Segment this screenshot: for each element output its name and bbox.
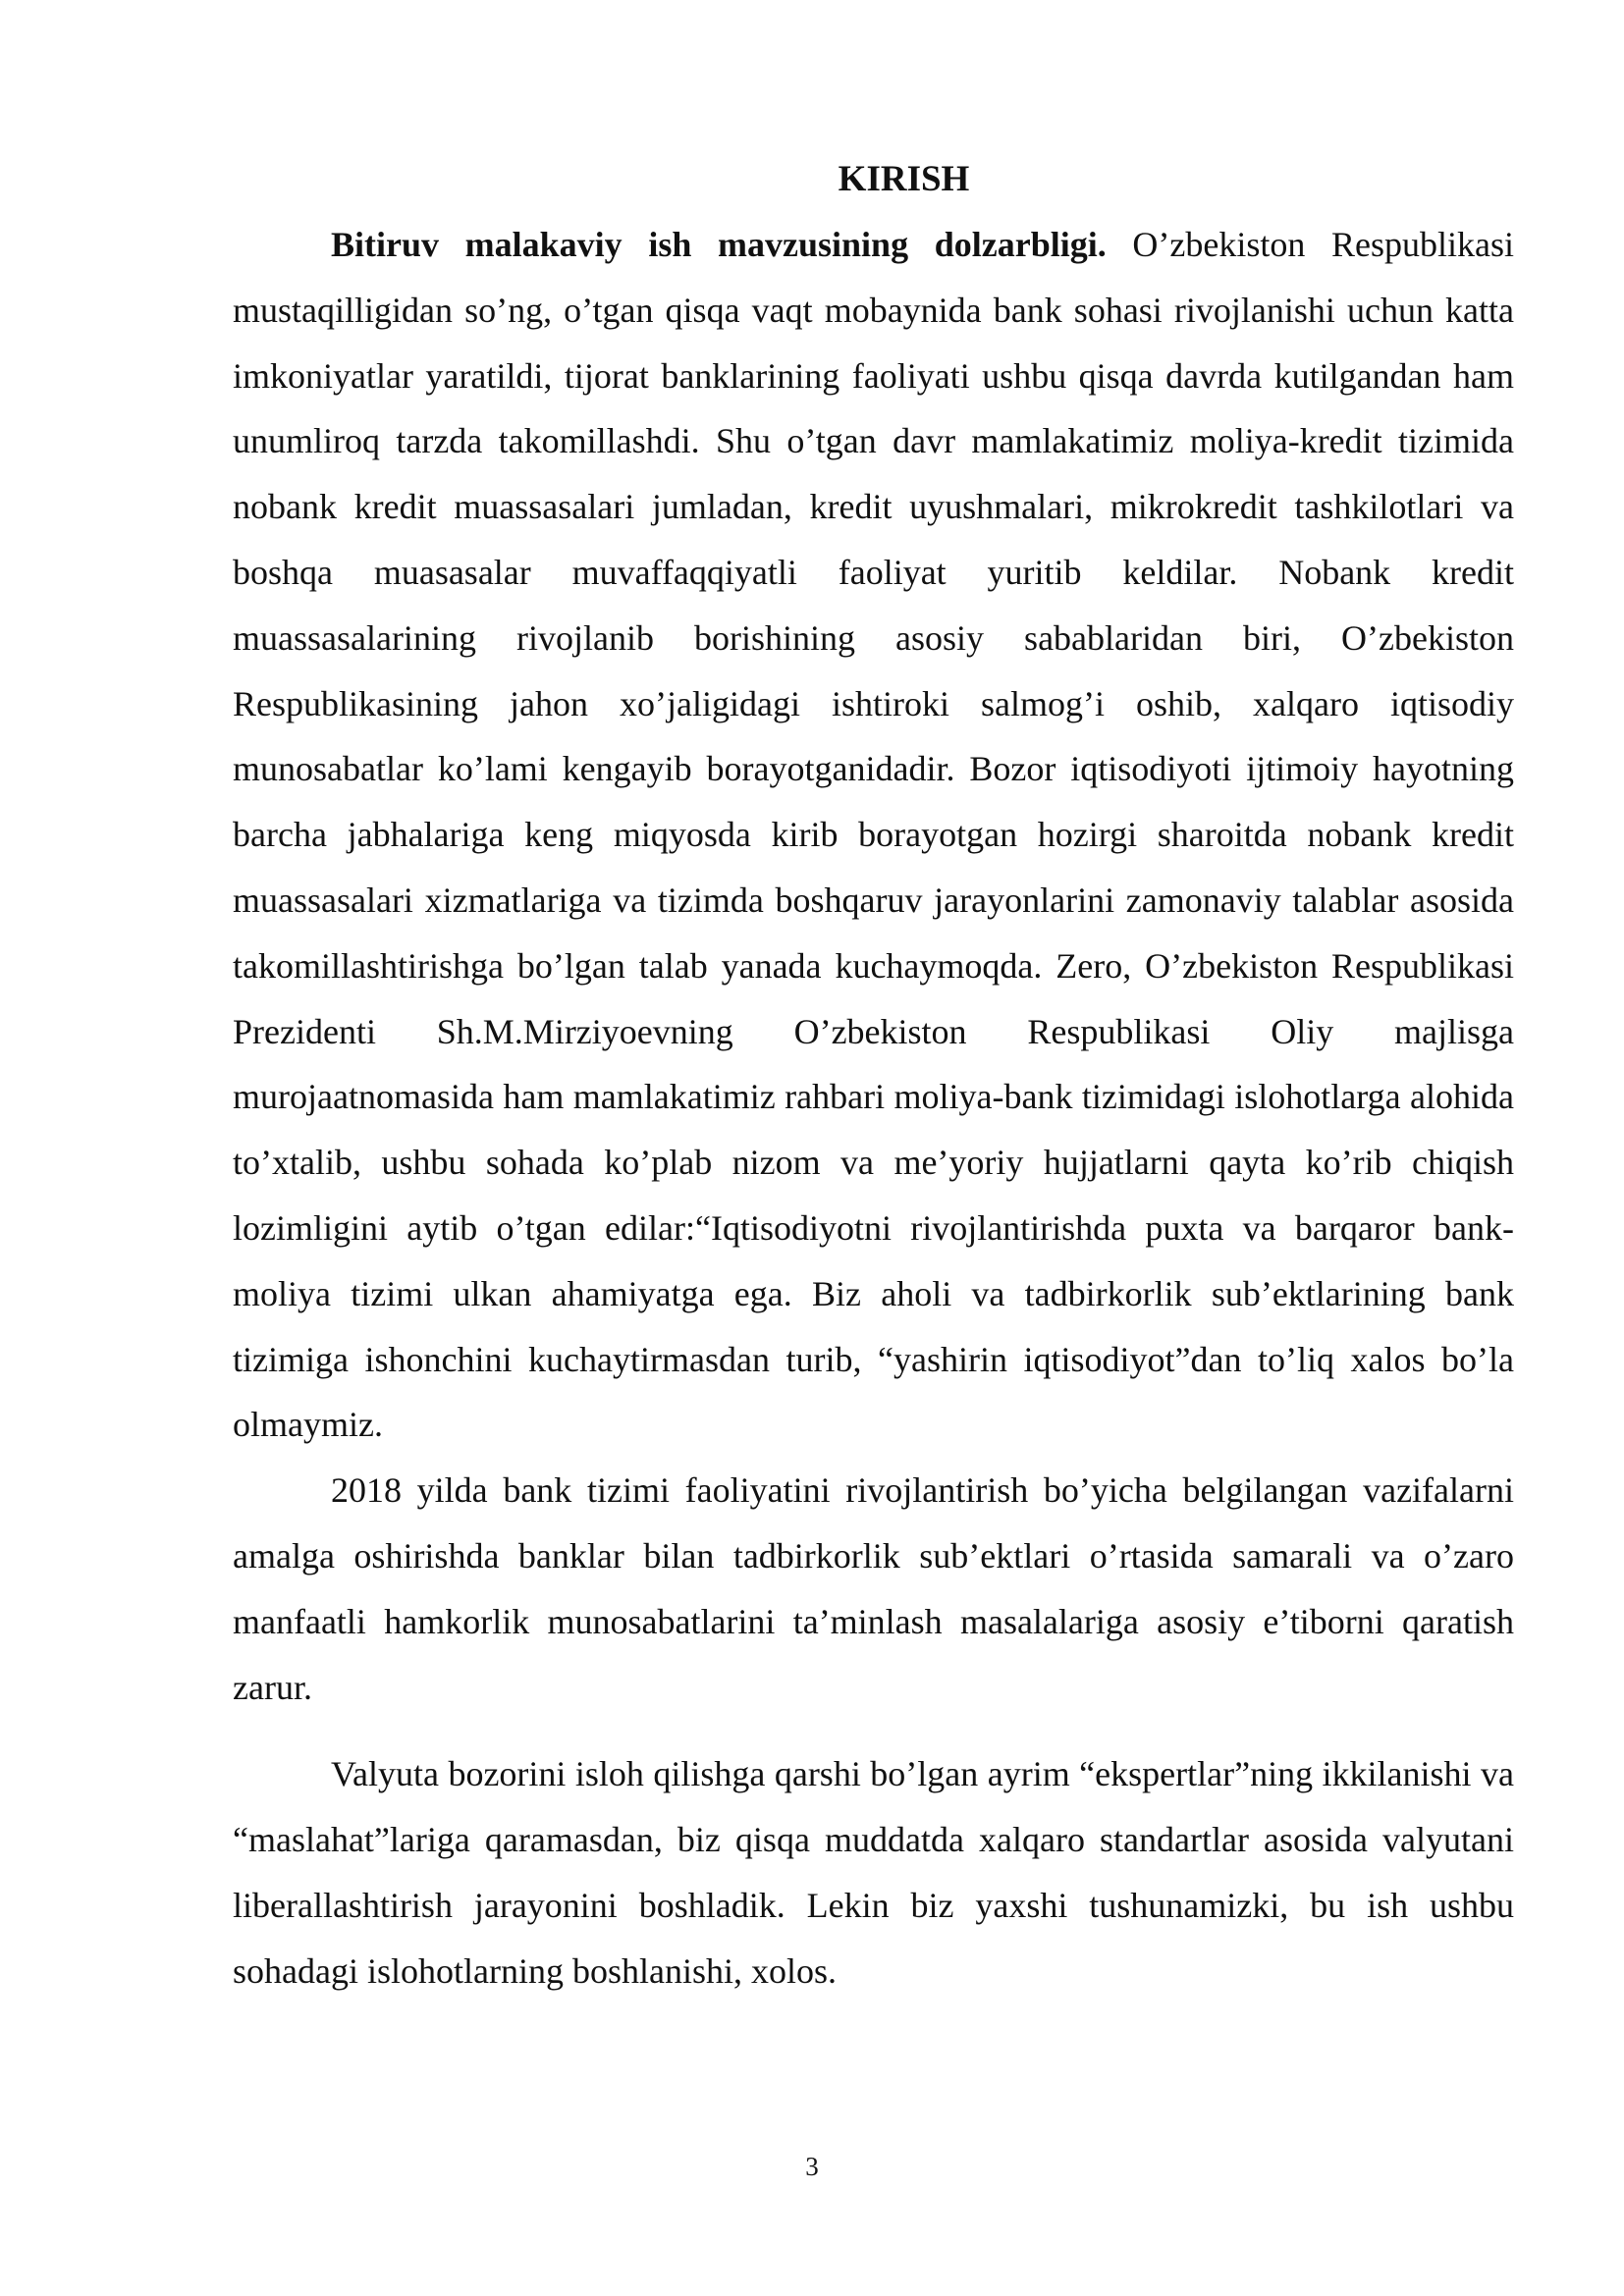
paragraph-text: 2018 yilda bank tizimi faoliyatini rivojlantirish bo’yicha belgilangan vazifalarni amalga oshirishda banklar bilan tadbirkorlik sub’ektlari o’rtasida samarali va o’zaro manfaatli hamkorlik munosabatlarini ta’minlash masalalariga asosiy e’tiborni qaratish zarur. — [233, 1470, 1514, 1707]
paragraph-text: Valyuta bozorini isloh qilishga qarshi bo’lgan ayrim “ekspertlar”ning ikkilanishi va “maslahat”lariga qaramasdan, biz qisqa muddatda xalqaro standartlar asosida valyutani liberallashtirish jarayonini boshladik. Lekin biz yaxshi tushunamizki, bu ish ushbu sohadagi islohotlarning boshlanishi, xolos. — [233, 1754, 1514, 1991]
page-body — [233, 147, 1514, 2004]
paragraph-currency-reform — [233, 1741, 1514, 2003]
paragraph-bank-system — [233, 1458, 1514, 1720]
paragraph-relevance — [233, 212, 1514, 1458]
section-heading: KIRISH — [838, 159, 970, 199]
paragraph-text: O’zbekiston Respublikasi mustaqilligidan so’ng, o’tgan qisqa vaqt mobaynida bank sohasi rivojlanishi uchun katta imkoniyatlar yaratildi, tijorat banklarining faoliyati ushbu qisqa davrda kutilgandan ham unumliroq tarzda takomillashdi. Shu o’tgan davr mamlakatimiz moliya-kredit tizimida nobank kredit muassasalari jumladan, kredit uyushmalari, mikrokredit tashkilotlari va boshqa muasasalar muvaffaqqiyatli faoliyat yuritib keldilar. Nobank kredit muassasalarining rivojlanib borishining asosiy sabablaridan biri, O’zbekiston Respublikasining jahon xo’jaligidagi ishtiroki salmog’i oshib, xalqaro iqtisodiy munosabatlar ko’lami kengayib borayotganidadir. Bozor iqtisodiyoti ijtimoiy hayotning barcha jabhalariga keng miqyosda kirib borayotgan hozirgi sharoitda nobank kredit muassasalari xizmatlariga va tizimda boshqaruv jarayonlarini zamonaviy talablar asosida takomillashtirishga bo’lgan talab yanada kuchaymoqda. Zero, O’zbekiston Respublikasi Prezidenti Sh.M.Mirziyoevning O’zbekiston Respublikasi Oliy majlisga murojaatnomasida ham mamlakatimiz rahbari moliya-bank tizimidagi islohotlarga alohida to’xtalib, ushbu sohada ko’plab nizom va me’yoriy hujjatlarni qayta ko’rib chiqish lozimligini aytib o’tgan edilar:“Iqtisodiyotni rivojlantirishda puxta va barqaror bank-moliya tizimi ulkan ahamiyatga ega. Biz aholi va tadbirkorlik sub’ektlarining bank tizimiga ishonchini kuchaytirmasdan turib, “yashirin iqtisodiyot”dan to’liq xalos bo’la olmaymiz. — [233, 225, 1514, 1445]
page-number: 3 — [805, 2152, 819, 2181]
paragraph-lead: Bitiruv malakaviy ish mavzusining dolzarbligi. — [331, 225, 1107, 264]
